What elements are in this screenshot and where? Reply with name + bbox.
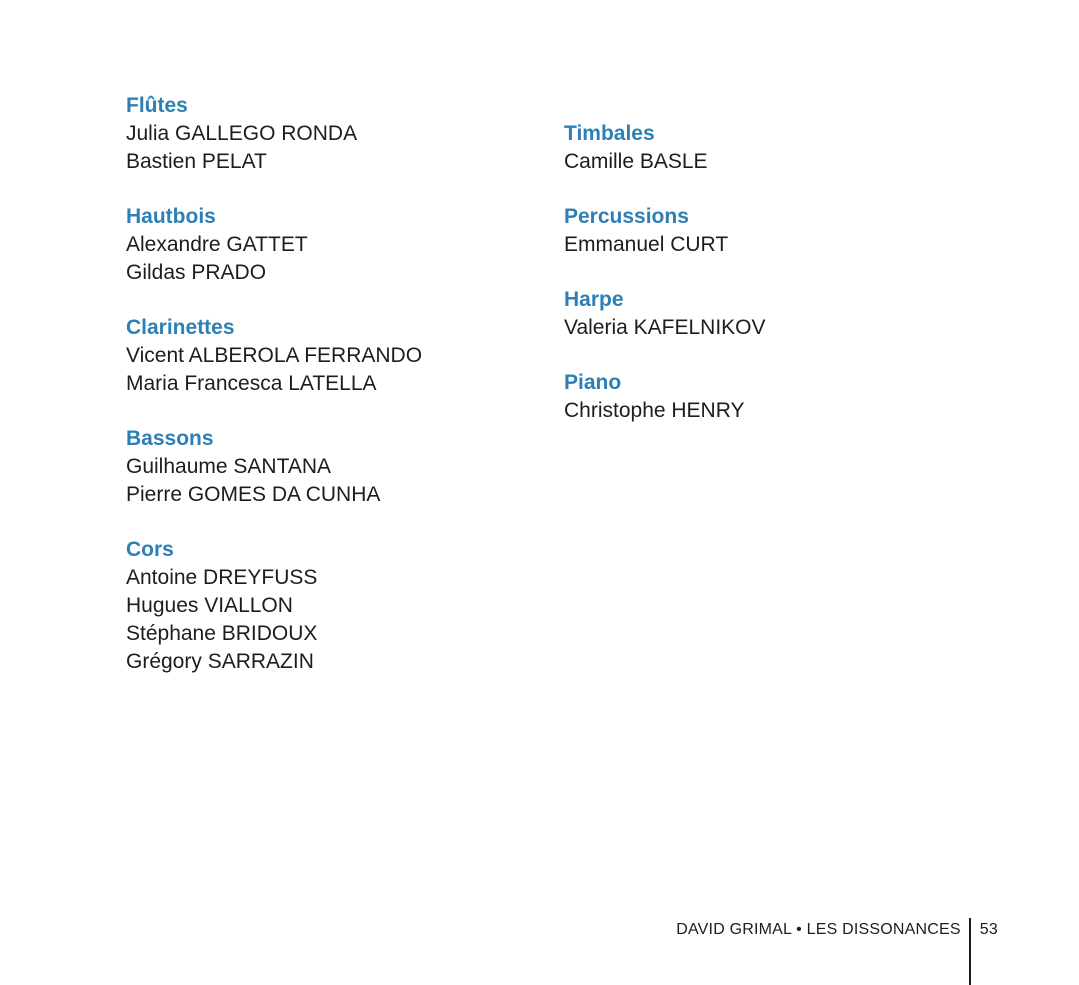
section-heading: Harpe bbox=[564, 288, 624, 311]
member-name: Stéphane BRIDOUX bbox=[126, 622, 318, 645]
section-timpani bbox=[564, 120, 766, 176]
section-oboes bbox=[126, 203, 422, 287]
member-name: Pierre GOMES DA CUNHA bbox=[126, 483, 381, 506]
member-name: Vicent ALBEROLA FERRANDO bbox=[126, 344, 423, 367]
section-harp bbox=[564, 286, 766, 342]
member-name: Bastien PELAT bbox=[126, 150, 267, 173]
member-name: Grégory SARRAZIN bbox=[126, 650, 314, 673]
member-name: Maria Francesca LATELLA bbox=[126, 372, 377, 395]
roster-column-right bbox=[564, 120, 766, 452]
section-heading: Flûtes bbox=[126, 94, 188, 117]
section-percussion bbox=[564, 203, 766, 259]
section-heading: Timbales bbox=[564, 122, 655, 145]
member-name: Julia GALLEGO RONDA bbox=[126, 122, 358, 145]
member-name: Hugues VIALLON bbox=[126, 594, 293, 617]
roster-column-left bbox=[126, 92, 422, 703]
page-number: 53 bbox=[979, 921, 998, 938]
section-piano bbox=[564, 369, 766, 425]
running-footer-title: DAVID GRIMAL • LES DISSONANCES bbox=[676, 921, 961, 938]
section-heading: Percussions bbox=[564, 205, 689, 228]
section-flutes bbox=[126, 92, 422, 176]
member-name: Guilhaume SANTANA bbox=[126, 455, 332, 478]
section-clarinets bbox=[126, 314, 422, 398]
member-name: Christophe HENRY bbox=[564, 399, 745, 422]
section-heading: Piano bbox=[564, 371, 622, 394]
member-name: Valeria KAFELNIKOV bbox=[564, 316, 766, 339]
section-horns bbox=[126, 536, 422, 676]
footer-divider bbox=[969, 918, 971, 985]
member-name: Alexandre GATTET bbox=[126, 233, 308, 256]
page-footer bbox=[676, 918, 998, 985]
member-name: Camille BASLE bbox=[564, 150, 708, 173]
section-heading: Cors bbox=[126, 538, 174, 561]
section-bassoons bbox=[126, 425, 422, 509]
member-name: Antoine DREYFUSS bbox=[126, 566, 318, 589]
member-name: Emmanuel CURT bbox=[564, 233, 729, 256]
member-name: Gildas PRADO bbox=[126, 261, 267, 284]
section-heading: Bassons bbox=[126, 427, 214, 450]
section-heading: Clarinettes bbox=[126, 316, 235, 339]
section-heading: Hautbois bbox=[126, 205, 216, 228]
